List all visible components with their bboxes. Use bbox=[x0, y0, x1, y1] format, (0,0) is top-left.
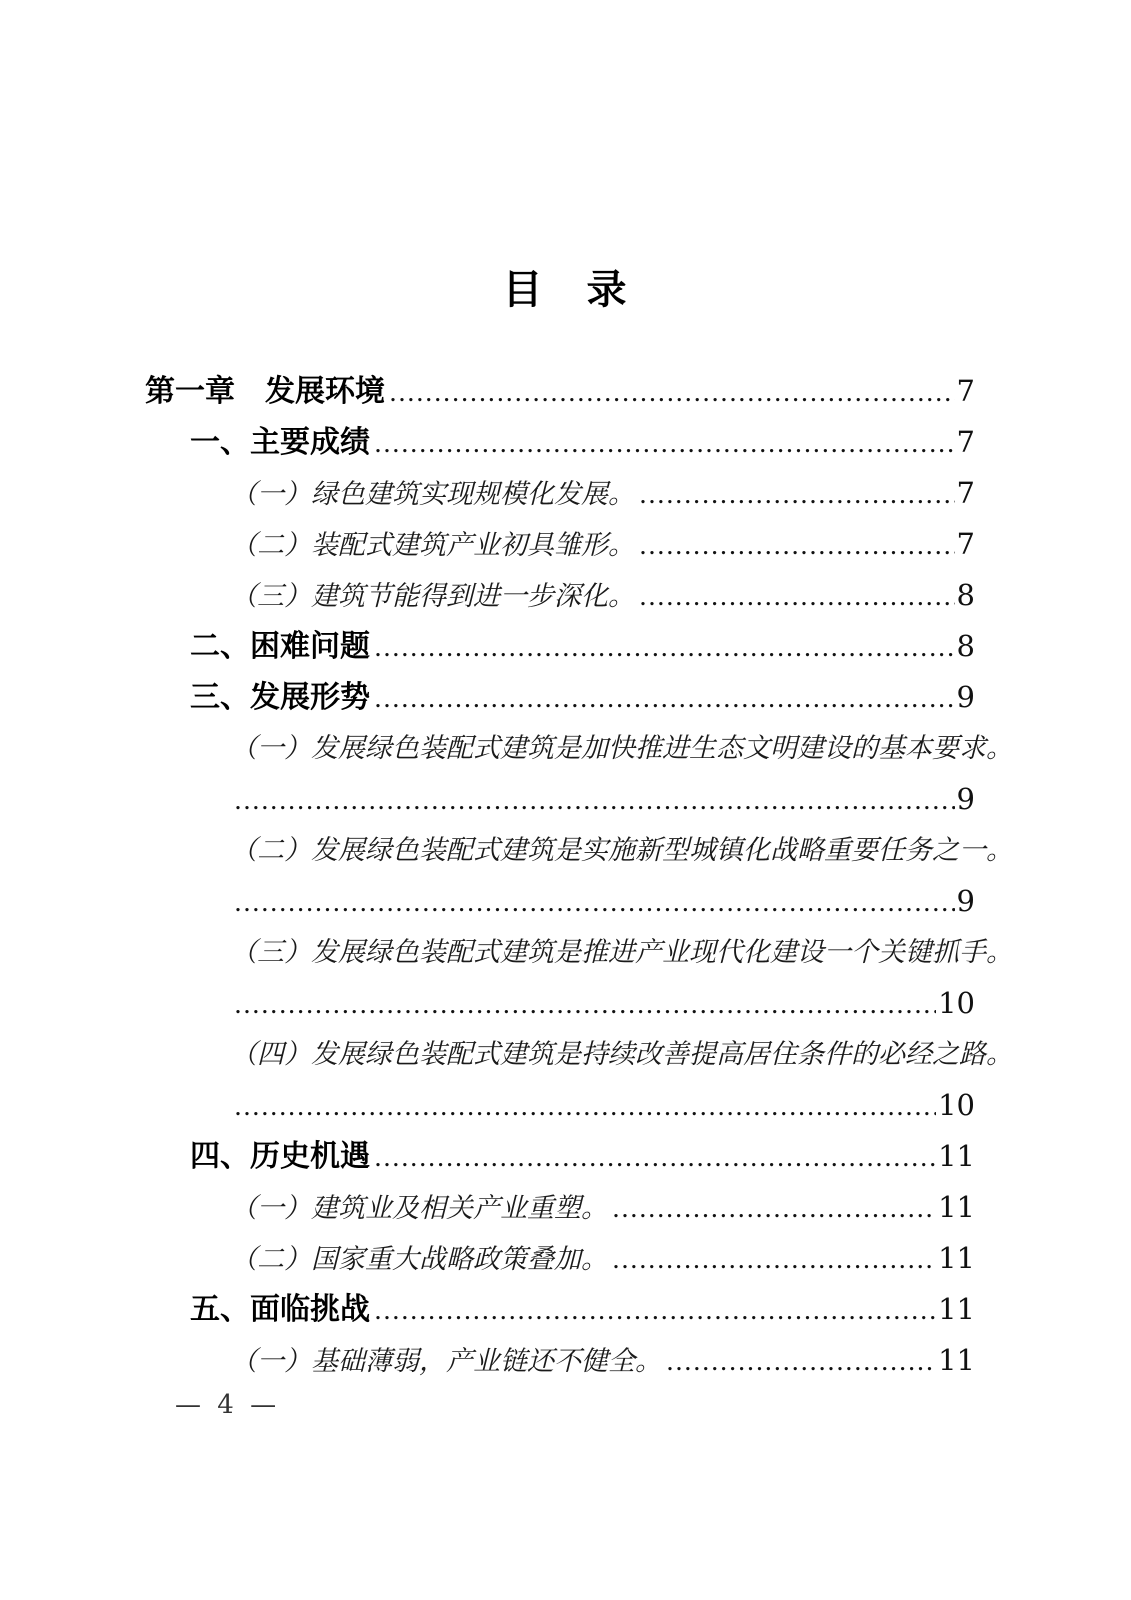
toc-entry bbox=[145, 570, 975, 621]
toc-page-number: 10 bbox=[938, 986, 975, 1020]
dot-leader bbox=[374, 418, 955, 472]
toc-entry-label: （二）国家重大战略政策叠加。 bbox=[230, 1244, 608, 1275]
toc-entry bbox=[145, 1233, 975, 1284]
toc-entry bbox=[145, 978, 975, 1029]
toc-page-number: 7 bbox=[956, 527, 975, 561]
toc-entry-label: 二、困难问题 bbox=[190, 629, 370, 664]
toc-page-number: 9 bbox=[956, 782, 975, 816]
dot-leader bbox=[374, 673, 955, 727]
toc-entry bbox=[145, 927, 1013, 978]
toc-page-number: 11 bbox=[938, 1190, 975, 1224]
dot-leader bbox=[639, 469, 955, 523]
dot-leader bbox=[612, 1183, 936, 1237]
toc-list bbox=[145, 366, 1013, 1386]
toc-entry bbox=[145, 366, 975, 417]
toc-entry-label: 第一章 发展环境 bbox=[145, 374, 385, 409]
toc-entry-label: （二）发展绿色装配式建筑是实施新型城镇化战略重要任务之一。 bbox=[230, 835, 1013, 866]
dot-leader bbox=[374, 1285, 936, 1339]
toc-entry bbox=[145, 672, 975, 723]
toc-entry-label: （四）发展绿色装配式建筑是持续改善提高居住条件的必经之路。 bbox=[230, 1039, 1013, 1070]
toc-entry bbox=[145, 1080, 975, 1131]
toc-page-number: 7 bbox=[956, 374, 975, 408]
toc-entry-label: （三）建筑节能得到进一步深化。 bbox=[230, 581, 635, 612]
toc-page-number: 7 bbox=[956, 425, 975, 459]
toc-entry-label: 一、主要成绩 bbox=[190, 425, 370, 460]
toc-page-number: 9 bbox=[956, 680, 975, 714]
toc-entry bbox=[145, 1182, 975, 1233]
footer-page-number: — 4 — bbox=[175, 1390, 281, 1420]
toc-page-number: 9 bbox=[956, 884, 975, 918]
toc-entry-label: 四、历史机遇 bbox=[190, 1139, 370, 1174]
toc-entry-label: （三）发展绿色装配式建筑是推进产业现代化建设一个关键抓手。 bbox=[230, 937, 1013, 968]
dot-leader bbox=[234, 775, 955, 829]
toc-entry bbox=[145, 1029, 1013, 1080]
dot-leader bbox=[374, 622, 955, 676]
page-title: 目 录 bbox=[502, 267, 629, 313]
dot-leader bbox=[389, 367, 955, 421]
toc-entry-label: （二）装配式建筑产业初具雏形。 bbox=[230, 530, 635, 561]
dot-leader bbox=[612, 1234, 936, 1288]
toc-entry-label: （一）绿色建筑实现规模化发展。 bbox=[230, 479, 635, 510]
toc-entry bbox=[145, 774, 975, 825]
toc-entry bbox=[145, 417, 975, 468]
toc-page-number: 11 bbox=[938, 1343, 975, 1377]
toc-page-number: 8 bbox=[956, 578, 975, 612]
toc-page-number: 11 bbox=[938, 1241, 975, 1275]
toc-entry-label: （一）发展绿色装配式建筑是加快推进生态文明建设的基本要求。 bbox=[230, 733, 1013, 764]
toc-entry bbox=[145, 723, 1013, 774]
toc-entry bbox=[145, 1284, 975, 1335]
toc-page-number: 11 bbox=[938, 1292, 975, 1326]
dot-leader bbox=[639, 571, 955, 625]
toc-entry bbox=[145, 519, 975, 570]
toc-page-number: 10 bbox=[938, 1088, 975, 1122]
dot-leader bbox=[234, 877, 955, 931]
toc-entry-label: 三、发展形势 bbox=[190, 680, 370, 715]
toc-page-number: 8 bbox=[956, 629, 975, 663]
toc-page-number: 7 bbox=[956, 476, 975, 510]
toc-entry-label: 五、面临挑战 bbox=[190, 1292, 370, 1327]
toc-entry-label: （一）基础薄弱，产业链还不健全。 bbox=[230, 1346, 662, 1377]
dot-leader bbox=[374, 1132, 936, 1186]
toc-page-number: 11 bbox=[938, 1139, 975, 1173]
toc-entry-label: （一）建筑业及相关产业重塑。 bbox=[230, 1193, 608, 1224]
dot-leader bbox=[639, 520, 955, 574]
toc-entry bbox=[145, 876, 975, 927]
toc-entry bbox=[145, 1131, 975, 1182]
toc-entry bbox=[145, 825, 1013, 876]
dot-leader bbox=[234, 1081, 936, 1135]
toc-entry bbox=[145, 1335, 975, 1386]
dot-leader bbox=[666, 1336, 936, 1390]
toc-entry bbox=[145, 621, 975, 672]
toc-entry bbox=[145, 468, 975, 519]
dot-leader bbox=[234, 979, 936, 1033]
